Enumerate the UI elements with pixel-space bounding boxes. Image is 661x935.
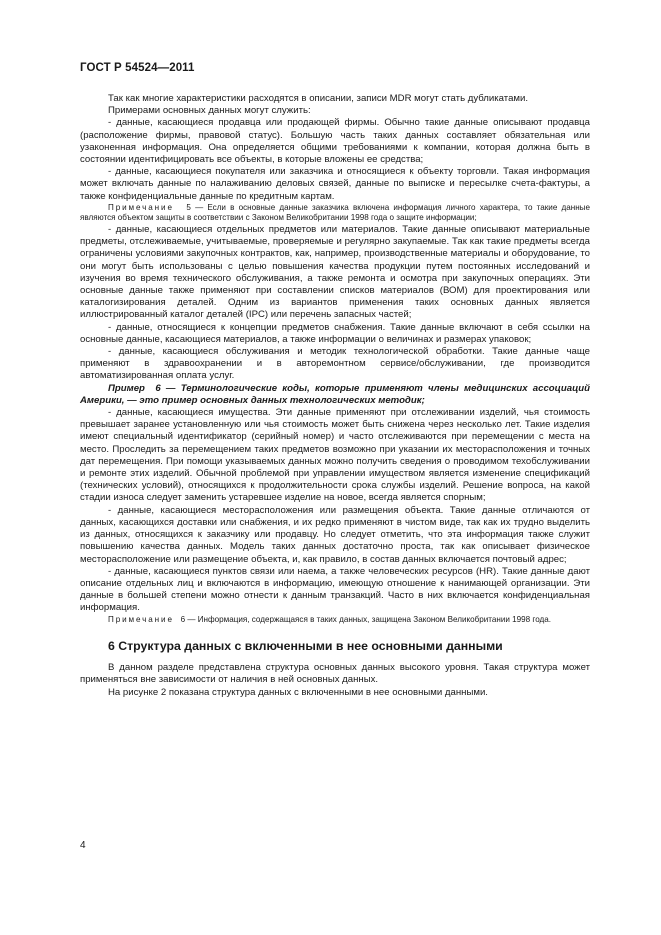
example-6 [80,383,590,407]
paragraph: Так как многие характеристики расходятся в описании, записи MDR могут стать дубликатами. [108,93,529,104]
note-6 [80,615,590,626]
paragraph: На рисунке 2 показана структура данных с включенными в нее основными данными. [108,686,488,698]
list-item: - данные, касающиеся продавца или продающей фирмы. Обычно такие данные описывают продавца (расположение фирмы, правовой статус). Большую часть таких данных составляет обязательная или узаконенная информация. Она определяется общими требованиями к компании, которая должна быть в состоянии идентифицировать все объекты, в которые вложены ее средства; [80,117,590,166]
example-label: Пример [108,382,145,394]
note-label: Примечание [108,614,174,624]
section-title: 6 Структура данных с включенными в нее основными данными [108,639,503,654]
page-number: 4 [80,840,86,851]
list-item: - данные, относящиеся к концепции предметов снабжения. Такие данные включают в себя ссылки на основные данные, касающиеся материалов, а также информации о величинах и размерах упаковок; [80,321,590,345]
note-5 [80,203,590,224]
example-text: 6 — Терминологические коды, которые применяют члены медицинских ассоциаций Америки, — это пример основных данных технологических методик; [80,382,590,406]
document-header: ГОСТ Р 54524—2011 [80,62,195,74]
list-item: - данные, касающиеся обслуживания и методик технологической обработки. Такие данные чаще применяют в здравоохранении и в авторемонтном сервисе/обслуживании, где производится автоматизированная оплата услуг. [80,346,590,382]
list-item: - данные, касающиеся имущества. Эти данные применяют при отслеживании изделий, чья стоимость превышает заранее установленную или чья стоимость может быть снижена через несколько лет. Такие изделия имеют специальный идентификатор (серийный номер) и часто отслеживаются при перемещении с места на место. Проследить за перемещением таких предметов возможно при указании их месторасположения и точных дат перемещения. При помощи указываемых данных можно получить сведения о проводимом техобслуживании и ремонте этих изделий. Обычной проблемой при управлении имуществом является изменение спецификаций (технических условий), относящихся к продолжительности срока службы изделий. Решение вопроса, на какой стадии износа следует заменить устаревшее изделие на новое, всегда является спорным; [80,407,590,504]
note-text: 5 — Если в основные данные заказчика включена информация личного характера, то такие данные являются объектом защиты в соответствии с Законом Великобритании 1998 года о защите информации; [80,202,590,223]
note-label: Примечание [108,202,174,212]
paragraph: Примерами основных данных могут служить: [108,105,311,117]
list-item: - данные, касающиеся месторасположения или размещения объекта. Такие данные отличаются от данных, касающихся доставки или снабжения, и их редко применяют в чистом виде, так как их трудно выделить из данных, относящихся к заказчику или продавцу. Но следует отметить, что эта информация также служит повышению качества данных. Модель таких данных достаточно проста, так как описывает физическое месторасположение или размещение объекта, и, как правило, в состав данных включается почтовый адрес; [80,504,590,565]
list-item: - данные, касающиеся пунктов связи или наема, а также человеческих ресурсов (HR). Такие данные дают описание отдельных лиц и включаются в информацию, имеющую отношение к нанимающей организации. Эти данные в большей степени можно отнести к данным транзакций. Часто в них включается конфиденциальная информация. [80,565,590,614]
list-item: - данные, касающиеся покупателя или заказчика и относящиеся к объекту торговли. Такая информация может включать данные по налаживанию деловых связей, данные по выписке и пересылке счета-фактуры, а также конфиденциальные данные по кредитным картам. [80,166,590,202]
list-item: - данные, касающиеся отдельных предметов или материалов. Такие данные описывают материальные предметы, отслеживаемые, учитываемые, проверяемые и регулярно закупаемые. Так как такие предметы всегда ограничены условиями закупочных контрактов, как, например, производственные материалы и оборудование, то они могут быть использованы с целью повышения качества продукции путем постоянных исследований и изучения во время технического обслуживания, а также ремонта и осмотра при закупочных операциях. Эти основные данные также применяют при составлении списков материалов (ВОМ) для проектирования или каталогизирования деталей. Одним из вариантов применения таких основных данных является иллюстрированный каталог деталей (IPC) или перечень запасных частей; [80,224,590,321]
document-body [80,93,590,699]
note-text: 6 — Информация, содержащаяся в таких данных, защищена Законом Великобритании 1998 года. [180,614,551,624]
paragraph: В данном разделе представлена структура основных данных высокого уровня. Такая структура может применяться вне зависимости от наличия в ней основных данных. [80,662,590,686]
